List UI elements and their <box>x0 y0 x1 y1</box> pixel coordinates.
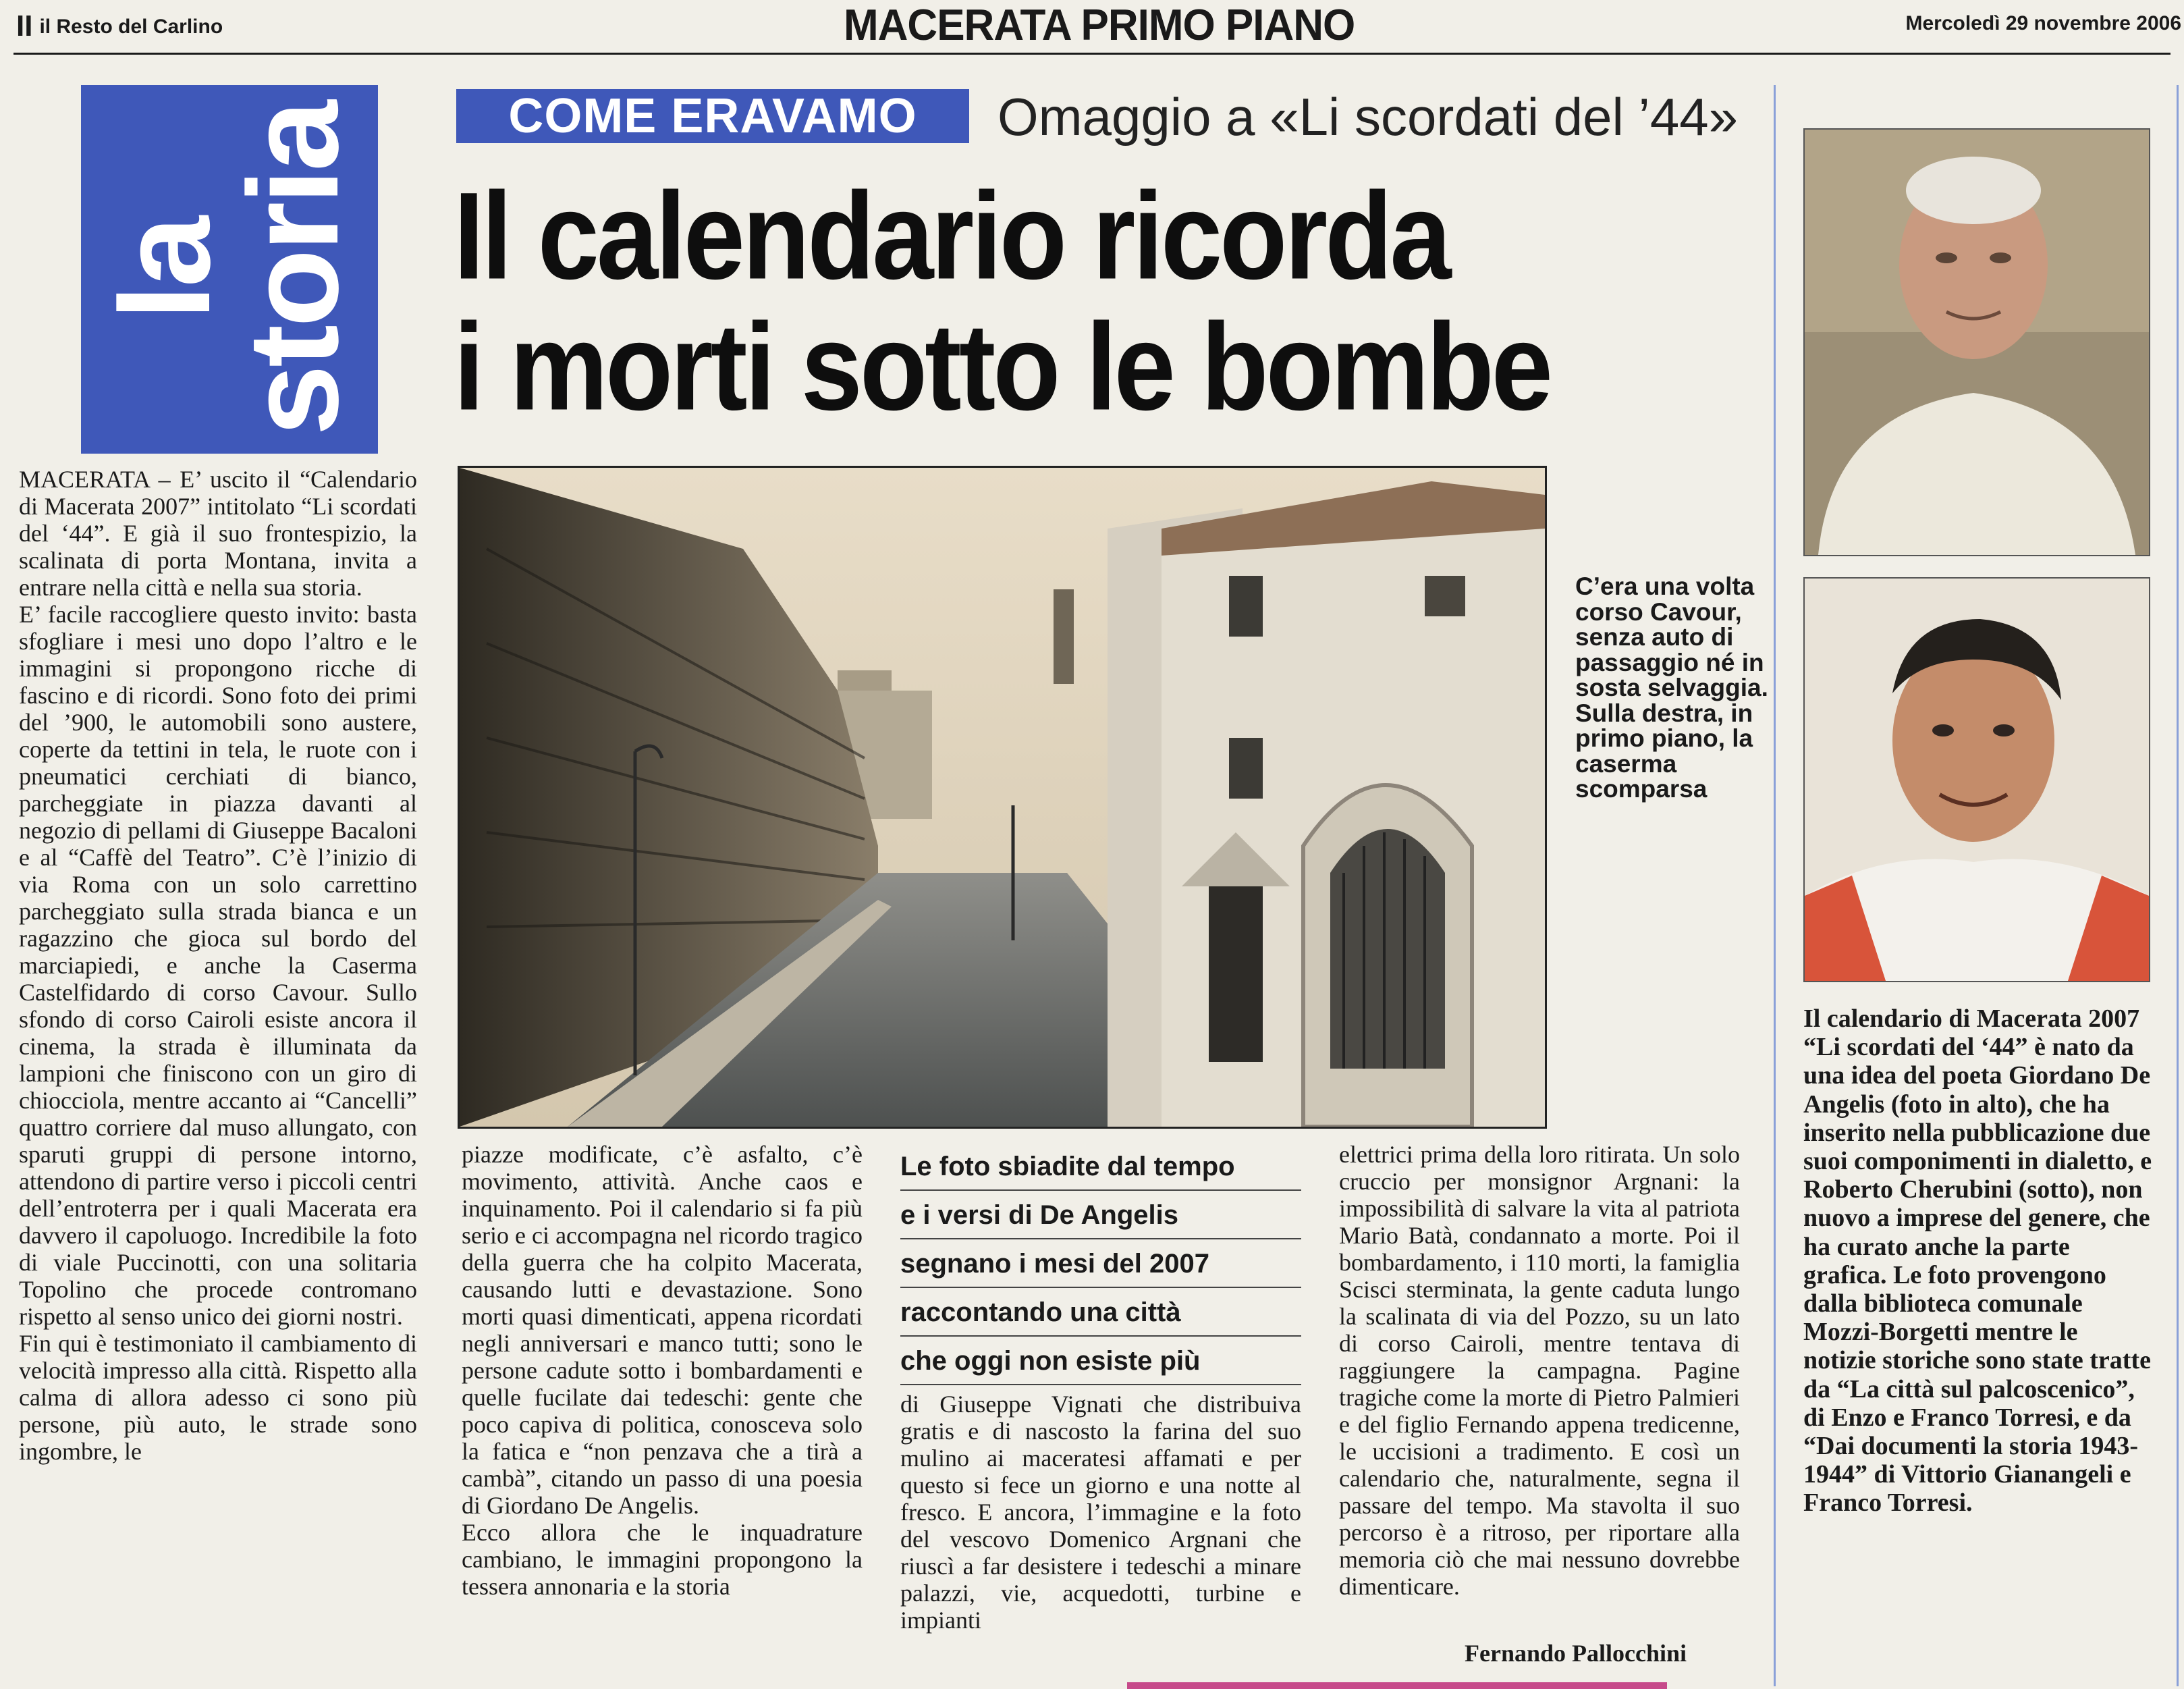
portrait-de-angelis-photo <box>1803 128 2150 556</box>
header-rule <box>13 53 2171 55</box>
article-paragraph: di Giuseppe Vignati che distribuiva gratis e di nascosto la farina del suo mulino ai maceratesi affamati e per questo si fece un giorno e una notte al fresco. E ancora, l’immagine e la foto del vescovo Domenico Argnani che riuscì a far desistere i tedeschi a minare palazzi, vie, acquedotti, turbine e impianti <box>900 1391 1301 1634</box>
article-column-4 <box>1339 1141 1740 1600</box>
corso-cavour-photo <box>458 466 1547 1129</box>
issue-date: Mercoledì 29 novembre 2006 <box>1905 12 2181 34</box>
article-paragraph: piazze modificate, c’è asfalto, c’è movimento, attività. Anche caos e inquinamento. Poi il calendario si fa più serio e ci accompagna nel ricordo tragico della guerra che ha colpito Macerata, causando lutti e devastazione. Sono morti quasi dimenticati, appena ricordati negli anniversari e manco tutti; sono le persone cadute sotto i bombardamenti e quelle fucilate dai tedeschi: gente che poco capiva di politica, conosceva solo la fatica e “non penzava che a tirà a cambà”, citando un passo di una poesia di Giordano De Angelis. <box>462 1141 863 1519</box>
article-paragraph: elettrici prima della loro ritirata. Un solo cruccio per monsignor Argnani: la impossibilità di salvare la vita al patriota Mario Batà, condannato a morte. Poi il bombardamento, i 110 morti, la famiglia Scisci sterminata, la gente caduta lungo la scalinata di via del Pozzo, su un lato di corso Cairoli, mentre tentava di raggiungere la campagna. Pagine tragiche come la morte di Pietro Palmieri e del figlio Fernando appena tredicenne, le uccisioni a tradimento. E così un calendario che, naturalmente, segna il passare del tempo. Ma stavolta il suo percorso è a ritroso, per riportare alla memoria ciò che mai nessuno dovrebbe dimenticare. <box>1339 1141 1740 1600</box>
photo-caption: C’era una volta corso Cavour, senza auto di passaggio né in sosta selvaggia. Sulla destra, in primo piano, la caserma scomparsa <box>1575 572 1768 803</box>
article-paragraph: Ecco allora che le inquadrature cambiano, le immagini propongono la tessera annonaria e la storia <box>462 1519 863 1600</box>
street-scene-image <box>460 468 1545 1127</box>
headline-line2: i morti sotto le bombe <box>454 297 1550 436</box>
portrait-cherubini-photo <box>1803 577 2150 982</box>
article-paragraph: Fin qui è testimoniato il cambiamento di velocità impresso alla città. Rispetto alla calma di allora adesso ci sono più persone, più auto, le strade sono ingombre, le <box>19 1330 417 1465</box>
bottom-color-strip <box>1127 1682 1667 1689</box>
article-column-2 <box>462 1141 863 1600</box>
kicker-label: COME ERAVAMO <box>456 89 969 143</box>
kicker-subtitle: Omaggio a «Li scordati del ’44» <box>998 87 1738 146</box>
pull-quote-line: che oggi non esiste più <box>900 1337 1301 1385</box>
newspaper-masthead <box>16 9 223 43</box>
la-storia-label <box>94 103 365 436</box>
sidebar-caption: Il calendario di Macerata 2007 “Li scordati del ‘44” è nato da una idea del poeta Giordano De Angelis (foto in alto), che ha inserito nella pubblicazione due suoi componimenti in dialetto, e Roberto Cherubini (sotto), non nuovo a imprese del genere, che ha curato anche la parte grafica. Le foto provengono dalla biblioteca comunale Mozzi-Borgetti mentre le notizie storiche sono state tratte da “La città sul palcoscenico”, di Enzo e Franco Torresi, e da “Dai documenti la storia 1943-1944” di Vittorio Gianangeli e Franco Torresi. <box>1803 1004 2152 1518</box>
section-title: MACERATA PRIMO PIANO <box>844 1 1355 50</box>
pull-quote-line: Le foto sbiadite dal tempo <box>900 1142 1301 1191</box>
pull-quote-line: e i versi di De Angelis <box>900 1191 1301 1239</box>
pull-quote-line: segnano i mesi del 2007 <box>900 1239 1301 1288</box>
portrait-young-man-image <box>1805 579 2149 981</box>
portrait-elderly-man-image <box>1805 130 2149 555</box>
la-storia-line2: storia <box>222 103 365 436</box>
page-number: II <box>16 9 33 43</box>
newspaper-name: il Resto del Carlino <box>39 16 223 38</box>
article-paragraph: E’ facile raccogliere questo invito: basta sfogliare i mesi uno dopo l’altro e le immagini si propongono ricche di fascino e di ricordi. Sono foto dei primi del ’900, le automobili sono austere, coperte da tettini in tela, le ruote con i pneumatici cerchiati di bianco, parcheggiate in piazza davanti al negozio di pellami di Giuseppe Bacaloni e al “Caffè del Teatro”. C’è l’inizio di via Roma con un solo carrettino parcheggiato sulla strada bianca e un ragazzino che gioca sul bordo del marciapiedi, e anche la Caserma Castelfidardo di corso Cavour. Sullo sfondo di corso Cairoli esiste ancora il cinema, la strada è illuminata da lampioni che finiscono con un giro di chiocciola, mentre accanto ai “Cancelli” quattro corriere dal muso allungato, con sparuti gruppi di persone intorno, attendono di partire verso i piccoli centri dell’entroterra per i quali Macerata era davvero il capoluogo. Incredibile la foto di viale Puccinotti, con una solitaria Topolino che procede contromano rispetto al senso unico dei giorni nostri. <box>19 601 417 1330</box>
author-signature: Fernando Pallocchini <box>1465 1640 1687 1667</box>
article-column-1 <box>19 466 417 1465</box>
headline-line1: Il calendario ricorda <box>454 166 1449 305</box>
la-storia-box <box>81 85 378 454</box>
pull-quote <box>900 1142 1301 1385</box>
pull-quote-line: raccontando una città <box>900 1288 1301 1337</box>
article-column-3 <box>900 1391 1301 1634</box>
la-storia-line1: la <box>94 218 237 321</box>
article-paragraph: MACERATA – E’ uscito il “Calendario di Macerata 2007” intitolato “Li scordati del ‘44”. E già il suo frontespizio, la scalinata di porta Montana, invita a entrare nella città e nella sua storia. <box>19 466 417 601</box>
